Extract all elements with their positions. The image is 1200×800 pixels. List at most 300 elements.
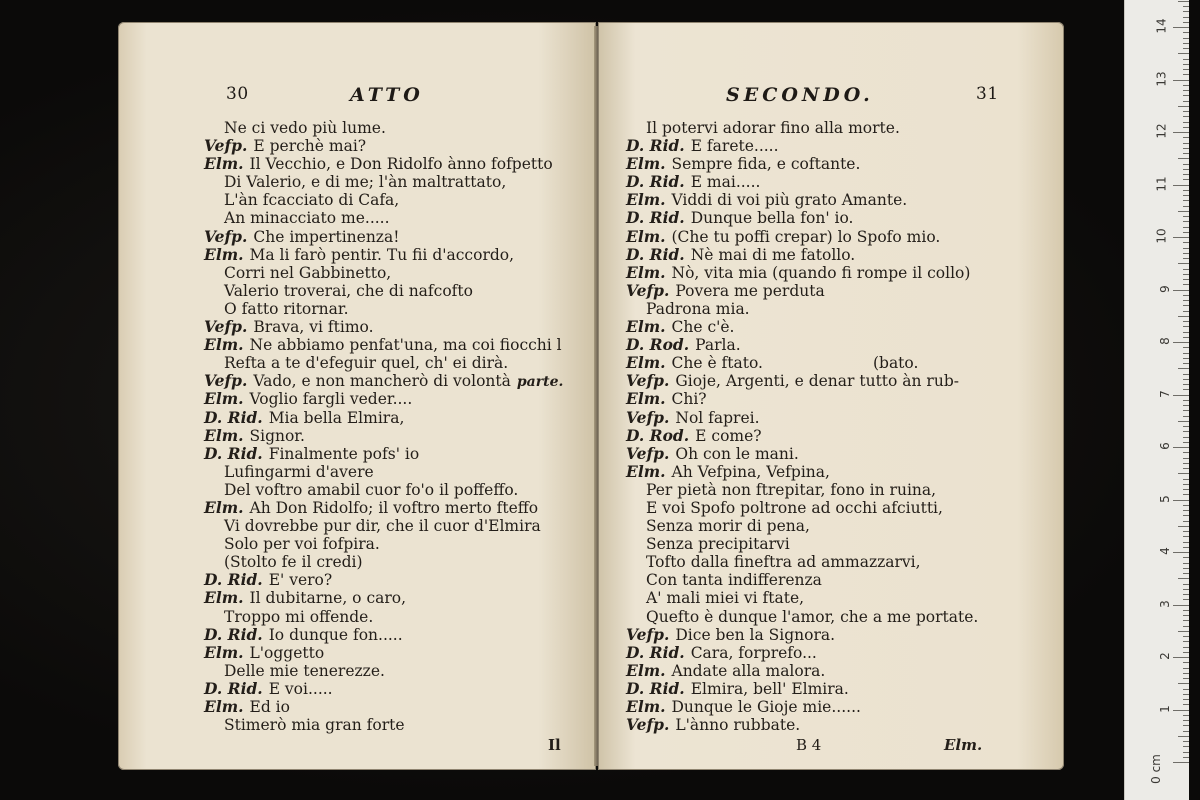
speaker-label: D. Rod. <box>626 335 690 355</box>
line-text: Vado, e non mancherò di volontà <box>253 372 511 391</box>
line-text: Ah Don Ridolfo; il voftro merto fteffo <box>249 498 539 517</box>
ruler-tick <box>1183 363 1189 364</box>
line-text: Refta a te d'efeguir quel, ch' ei dirà. <box>224 354 509 373</box>
ruler-tick <box>1183 95 1189 96</box>
left-page <box>118 22 596 770</box>
ruler-tick <box>1183 641 1189 642</box>
left-page-number: 30 <box>226 84 249 104</box>
ruler-tick <box>1183 536 1189 537</box>
speaker-label: D. Rid. <box>204 678 263 698</box>
text-line <box>204 282 563 300</box>
line-text: E come? <box>695 426 762 445</box>
ruler-tick <box>1183 468 1189 469</box>
ruler-tick <box>1183 216 1189 217</box>
line-text: A' mali miei vi ftate, <box>646 589 805 608</box>
text-line <box>626 662 978 680</box>
text-line <box>626 191 978 209</box>
ruler-tick <box>1183 148 1189 149</box>
line-text: Signor. <box>249 426 305 445</box>
ruler-tick <box>1183 137 1189 138</box>
speaker-label: D. Rid. <box>626 642 685 662</box>
line-text: Il Vecchio, e Don Ridolfo ànno fofpetto <box>249 155 553 174</box>
speaker-label: Elm. <box>626 697 666 716</box>
ruler-tick <box>1178 473 1189 474</box>
ruler-tick <box>1183 6 1189 7</box>
line-text: E perchè mai? <box>253 137 367 156</box>
line-text: Vi dovrebbe pur dir, che il cuor d'Elmira <box>224 517 541 536</box>
text-line <box>204 662 563 680</box>
line-text: Parla. <box>695 336 741 355</box>
ruler-tick <box>1183 258 1189 259</box>
ruler-tick <box>1183 426 1189 427</box>
ruler-tick <box>1183 337 1189 338</box>
ruler-tick <box>1183 284 1189 285</box>
text-line <box>204 318 563 336</box>
ruler-tick <box>1183 668 1189 669</box>
line-text: Valerio troverai, che di nafcofto <box>224 281 473 300</box>
ruler-tick <box>1183 48 1189 49</box>
line-text: Oh con le mani. <box>675 444 799 463</box>
ruler-tick <box>1183 584 1189 585</box>
ruler-tick <box>1178 578 1189 579</box>
line-text: An minacciato me..... <box>224 209 390 228</box>
ruler-tick <box>1183 43 1189 44</box>
ruler-tick <box>1183 190 1189 191</box>
text-line <box>204 354 563 372</box>
ruler-tick <box>1183 531 1189 532</box>
text-line <box>204 155 563 173</box>
ruler-tick <box>1183 253 1189 254</box>
ruler-tick <box>1183 279 1189 280</box>
line-text: E farete..... <box>690 137 779 156</box>
line-text: Stimerò mia gran forte <box>224 716 405 735</box>
ruler-number: 6 <box>1158 442 1173 450</box>
line-text: Che è ftato. <box>671 354 763 373</box>
text-line <box>626 698 978 716</box>
ruler-tick <box>1183 274 1189 275</box>
line-text: Ah Vefpina, Vefpina, <box>671 462 830 481</box>
ruler-tick <box>1173 657 1189 658</box>
ruler-tick <box>1183 206 1189 207</box>
line-text: Corri nel Gabbinetto, <box>224 263 392 282</box>
text-line <box>626 264 978 282</box>
speaker-label: Elm. <box>204 497 244 517</box>
line-text: Cara, forprefo... <box>690 643 817 662</box>
text-line <box>626 318 978 336</box>
ruler-tick <box>1173 237 1189 238</box>
text-line <box>626 463 978 481</box>
line-text: Troppo mi offende. <box>224 607 374 626</box>
ruler-tick <box>1173 342 1189 343</box>
ruler-tick <box>1173 762 1189 763</box>
text-line <box>204 608 563 626</box>
line-text: O fatto ritornar. <box>224 299 349 318</box>
ruler-tick <box>1183 384 1189 385</box>
text-line <box>626 336 978 354</box>
stage-direction: parte. <box>516 374 564 391</box>
speaker-label: Elm. <box>626 353 666 373</box>
text-line <box>626 517 978 535</box>
text-line <box>204 137 563 155</box>
ruler-tick <box>1183 59 1189 60</box>
text-line <box>626 209 978 227</box>
line-text: Chi? <box>671 390 707 409</box>
ruler-tick <box>1183 626 1189 627</box>
speaker-label: Vefp. <box>626 407 670 427</box>
ruler-tick <box>1183 725 1189 726</box>
text-line <box>204 716 563 734</box>
text-line <box>626 390 978 408</box>
ruler-tick <box>1173 500 1189 501</box>
open-book <box>118 16 1064 774</box>
text-line <box>204 517 563 535</box>
ruler-tick <box>1178 683 1189 684</box>
ruler-tick <box>1183 573 1189 574</box>
line-text: Senza morir di pena, <box>646 517 810 536</box>
text-line <box>204 626 563 644</box>
speaker-label: Elm. <box>626 317 666 337</box>
ruler-tick <box>1173 605 1189 606</box>
ruler-tick <box>1178 158 1189 159</box>
line-text: Lufingarmi d'avere <box>224 462 374 481</box>
ruler-tick <box>1183 311 1189 312</box>
line-text: Io dunque fon..... <box>268 625 403 644</box>
ruler-tick <box>1178 631 1189 632</box>
right-page <box>598 22 1064 770</box>
speaker-label: Vefp. <box>626 443 670 463</box>
speaker-label: Vefp. <box>626 624 670 644</box>
ruler-tick <box>1183 557 1189 558</box>
text-line <box>626 282 978 300</box>
ruler-tick <box>1173 132 1189 133</box>
ruler-tick <box>1178 736 1189 737</box>
line-text: Finalmente pofs' io <box>268 444 420 463</box>
line-text: Con tanta indifferenza <box>646 571 822 590</box>
line-text: Dunque le Gioje mie...... <box>671 698 861 716</box>
ruler-tick <box>1173 290 1189 291</box>
speaker-label: D. Rid. <box>204 624 263 644</box>
line-text: Che impertinenza! <box>253 227 400 246</box>
ruler-tick <box>1183 647 1189 648</box>
line-text: L'oggetto <box>249 643 325 662</box>
ruler-tick <box>1183 662 1189 663</box>
ruler-tick <box>1173 552 1189 553</box>
line-text: Per pietà non ftrepitar, fono in ruina, <box>646 480 937 499</box>
ruler-tick <box>1183 358 1189 359</box>
line-text: Quefto è dunque l'amor, che a me portate. <box>646 607 979 626</box>
ruler-number: 12 <box>1154 123 1169 139</box>
text-line <box>204 372 563 390</box>
ruler-tick <box>1183 521 1189 522</box>
ruler-tick <box>1183 111 1189 112</box>
ruler-tick <box>1183 389 1189 390</box>
ruler-tick <box>1183 515 1189 516</box>
ruler-tick <box>1178 263 1189 264</box>
ruler-tick <box>1183 620 1189 621</box>
ruler-number: 7 <box>1158 389 1173 398</box>
line-text: Tofto dalla fineftra ad ammazzarvi, <box>646 553 921 572</box>
speaker-label: Elm. <box>626 389 666 409</box>
ruler-tick <box>1183 174 1189 175</box>
text-line <box>204 481 563 499</box>
ruler-number: 11 <box>1154 175 1169 192</box>
text-line <box>204 246 563 264</box>
ruler-tick <box>1183 32 1189 33</box>
ruler-tick <box>1183 410 1189 411</box>
text-line <box>626 553 978 571</box>
ruler-tick <box>1183 678 1189 679</box>
ruler-number: 9 <box>1158 284 1173 293</box>
line-text: Gioje, Argenti, e denar tutto àn rub- <box>675 372 959 391</box>
ruler-tick <box>1183 90 1189 91</box>
text-line <box>204 644 563 662</box>
speaker-label: Elm. <box>204 642 244 662</box>
text-line <box>626 409 978 427</box>
text-line <box>204 553 563 571</box>
ruler-tick <box>1173 27 1189 28</box>
speaker-label: Elm. <box>204 244 244 264</box>
ruler-tick <box>1183 594 1189 595</box>
speaker-label: Elm. <box>204 697 244 716</box>
speaker-label: D. Rod. <box>626 425 690 445</box>
speaker-label: D. Rid. <box>204 443 263 463</box>
text-line <box>204 191 563 209</box>
ruler-tick <box>1183 752 1189 753</box>
ruler-tick <box>1178 316 1189 317</box>
ruler-tick <box>1178 1 1189 2</box>
speaker-label: Vefp. <box>626 715 670 735</box>
ruler-tick <box>1183 405 1189 406</box>
text-line <box>626 246 978 264</box>
signature-mark: B 4 <box>796 736 822 754</box>
ruler-tick <box>1183 11 1189 12</box>
ruler-tick <box>1183 689 1189 690</box>
text-line <box>626 300 978 318</box>
ruler-tick <box>1183 505 1189 506</box>
speaker-label: Elm. <box>626 660 666 680</box>
ruler-tick <box>1183 452 1189 453</box>
ruler-tick <box>1183 143 1189 144</box>
ruler-tick <box>1183 489 1189 490</box>
ruler-tick <box>1183 463 1189 464</box>
ruler-number: 5 <box>1158 494 1173 503</box>
ruler-number: 8 <box>1158 337 1173 345</box>
line-text: Nè mai di me fatollo. <box>690 245 856 264</box>
ruler-number: 4 <box>1158 547 1173 555</box>
text-line <box>626 228 978 246</box>
ruler-tick <box>1183 169 1189 170</box>
ruler-tick <box>1183 599 1189 600</box>
speaker-label: Vefp. <box>204 371 248 391</box>
speaker-label: D. Rid. <box>626 244 685 264</box>
ruler-tick <box>1183 568 1189 569</box>
ruler-tick <box>1183 699 1189 700</box>
ruler-tick <box>1183 242 1189 243</box>
ruler-tick <box>1183 295 1189 296</box>
ruler-tick <box>1183 64 1189 65</box>
ruler-tick <box>1183 353 1189 354</box>
line-text: Ne abbiamo penfat'una, ma coi fiocchi l <box>249 336 562 355</box>
text-line <box>204 390 563 408</box>
ruler-number: 3 <box>1158 599 1173 608</box>
speaker-label: D. Rid. <box>204 570 263 590</box>
text-line <box>626 589 978 607</box>
ruler-tick <box>1178 421 1189 422</box>
ruler-number: 2 <box>1158 652 1173 660</box>
line-text: Nol faprei. <box>675 408 760 427</box>
ruler-tick <box>1183 694 1189 695</box>
ruler-tick <box>1183 321 1189 322</box>
ruler-tick <box>1183 720 1189 721</box>
ruler-tick <box>1183 379 1189 380</box>
ruler-tick <box>1178 211 1189 212</box>
ruler-tick <box>1173 447 1189 448</box>
ruler-tick <box>1183 195 1189 196</box>
text-line <box>626 372 978 390</box>
ruler-tick <box>1183 127 1189 128</box>
line-text: Andate alla malora. <box>671 661 826 680</box>
ruler-tick <box>1183 741 1189 742</box>
text-line <box>626 535 978 553</box>
line-text: Ed io <box>249 698 290 716</box>
line-text: (Stolto fe il credi) <box>224 553 363 572</box>
text-line <box>204 336 563 354</box>
line-text: Delle mie tenerezze. <box>224 661 385 680</box>
line-text: Povera me perduta <box>675 281 825 300</box>
ruler-tick <box>1183 484 1189 485</box>
ruler-tick <box>1183 479 1189 480</box>
ruler-tick <box>1183 494 1189 495</box>
line-text: E voi..... <box>268 679 333 698</box>
ruler-tick <box>1183 179 1189 180</box>
line-text: Mia bella Elmira, <box>268 408 405 427</box>
speaker-label: D. Rid. <box>626 678 685 698</box>
ruler-tick <box>1183 715 1189 716</box>
text-line <box>204 680 563 698</box>
ruler-tick <box>1183 442 1189 443</box>
text-line <box>626 680 978 698</box>
ruler-tick <box>1183 221 1189 222</box>
line-text: Nò, vita mia (quando fi rompe il collo) <box>671 263 971 282</box>
text-line <box>204 698 563 716</box>
speaker-label: Elm. <box>626 226 666 246</box>
right-text-block <box>626 119 978 734</box>
line-text: Il potervi adorar fino alla morte. <box>646 119 900 137</box>
ruler-tick <box>1183 227 1189 228</box>
ruler-tick <box>1183 300 1189 301</box>
text-line <box>204 427 563 445</box>
ruler-tick <box>1173 710 1189 711</box>
ruler-tick <box>1183 563 1189 564</box>
line-text: Elmira, bell' Elmira. <box>690 679 849 698</box>
line-text: Che c'è. <box>671 318 735 337</box>
ruler-tick <box>1183 74 1189 75</box>
line-text: Padrona mia. <box>646 299 750 318</box>
ruler-tick <box>1183 547 1189 548</box>
speaker-label: Elm. <box>204 588 244 608</box>
ruler-tick <box>1183 458 1189 459</box>
line-tail-text: (bato. <box>872 354 919 373</box>
ruler-number: 14 <box>1154 18 1169 34</box>
text-line <box>204 463 563 481</box>
ruler-tick <box>1183 610 1189 611</box>
ruler-tick <box>1173 80 1189 81</box>
line-text: Viddi di voi più grato Amante. <box>671 191 908 210</box>
line-text: Sempre fida, e coftante. <box>671 155 861 174</box>
text-line <box>204 571 563 589</box>
ruler-tick <box>1183 326 1189 327</box>
ruler-tick <box>1183 17 1189 18</box>
ruler-number: 10 <box>1154 228 1169 244</box>
speaker-label: D. Rid. <box>626 208 685 228</box>
ruler-tick <box>1183 615 1189 616</box>
ruler-tick <box>1183 757 1189 758</box>
ruler-tick <box>1173 185 1189 186</box>
ruler-number: 13 <box>1154 70 1169 87</box>
right-page-number: 31 <box>976 84 999 104</box>
line-text: E mai..... <box>690 173 761 192</box>
speaker-label: Elm. <box>204 154 244 174</box>
ruler-tick <box>1183 38 1189 39</box>
speaker-label: Elm. <box>626 262 666 282</box>
ruler-number: 1 <box>1158 704 1173 713</box>
ruler-tick <box>1183 731 1189 732</box>
ruler-unit-label: 0 cm <box>1149 754 1164 784</box>
text-line <box>626 481 978 499</box>
text-line <box>626 173 978 191</box>
speaker-label: Vefp. <box>204 317 248 337</box>
ruler-tick <box>1183 69 1189 70</box>
ruler-tick <box>1183 652 1189 653</box>
ruler-tick <box>1183 416 1189 417</box>
ruler-tick <box>1183 248 1189 249</box>
ruler-tick <box>1183 437 1189 438</box>
ruler-tick <box>1183 589 1189 590</box>
text-line <box>204 119 563 137</box>
ruler-tick <box>1173 395 1189 396</box>
line-text: Solo per voi fofpira. <box>224 535 380 554</box>
speaker-label: Vefp. <box>626 371 670 391</box>
ruler-tick <box>1183 431 1189 432</box>
text-line <box>204 173 563 191</box>
text-line <box>204 209 563 227</box>
line-text: Del voftro amabil cuor fo'o il poffeffo. <box>224 480 519 499</box>
text-line <box>626 427 978 445</box>
text-line <box>626 119 978 137</box>
ruler-tick <box>1183 542 1189 543</box>
line-text: Ma li farò pentir. Tu fii d'accordo, <box>249 245 515 264</box>
measuring-ruler <box>1124 0 1189 800</box>
speaker-label: Vefp. <box>204 226 248 246</box>
line-text: (Che tu poffi crepar) lo Spofo mio. <box>671 227 941 246</box>
right-catchword: Elm. <box>944 736 983 754</box>
ruler-tick <box>1183 305 1189 306</box>
ruler-tick <box>1178 53 1189 54</box>
ruler-tick <box>1183 704 1189 705</box>
line-text: Brava, vi ftimo. <box>253 318 374 337</box>
text-line <box>626 644 978 662</box>
ruler-tick <box>1183 400 1189 401</box>
speaker-label: Elm. <box>626 461 666 481</box>
ruler-tick <box>1183 746 1189 747</box>
ruler-tick <box>1183 510 1189 511</box>
ruler-tick <box>1183 85 1189 86</box>
ruler-tick <box>1183 101 1189 102</box>
line-text: L'ànno rubbate. <box>675 716 801 735</box>
speaker-label: Elm. <box>204 425 244 445</box>
ruler-tick <box>1178 526 1189 527</box>
line-text: E' vero? <box>268 571 333 590</box>
